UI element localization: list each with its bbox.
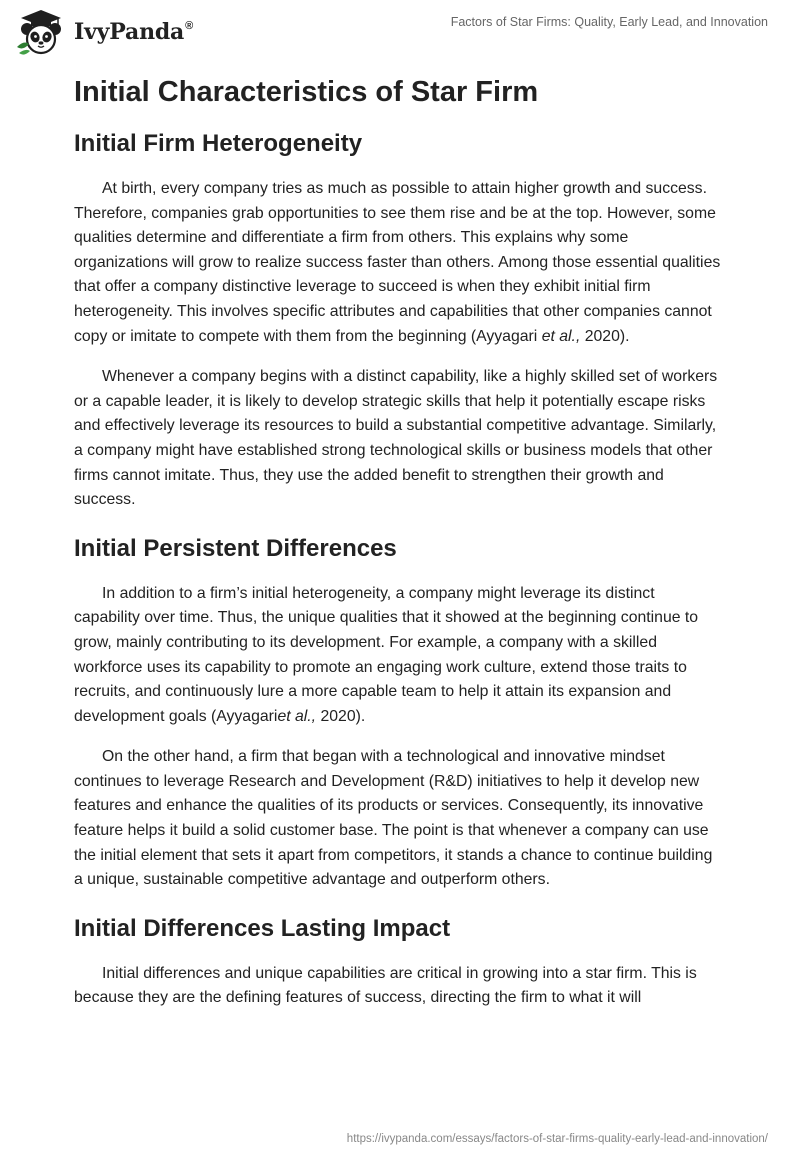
section-heading-lasting-impact: Initial Differences Lasting Impact bbox=[74, 914, 451, 942]
panda-graduate-icon bbox=[14, 8, 70, 56]
ivypanda-logo[interactable] bbox=[14, 8, 193, 56]
logo-wordmark bbox=[74, 19, 193, 45]
citation-emphasis: et al., bbox=[541, 327, 581, 345]
paragraph: Initial differences and unique capabilities are critical in growing into a star firm. This is because they are the defining features of success, directing the firm to what it will bbox=[74, 964, 697, 1007]
source-url-link[interactable]: https://ivypanda.com/essays/factors-of-star-firms-quality-early-lead-and-innovation/ bbox=[346, 1133, 768, 1145]
essay-content bbox=[74, 70, 724, 1011]
paragraph bbox=[74, 177, 724, 349]
paragraph: Whenever a company begins with a distinct capability, like a highly skilled set of workers or a capable leader, it is likely to develop strategic skills that help it potentially escape risks and effectively leverage its resources to build a substantial competitive advantage. Similarly, a company might have established strong technological skills or business models that other firms cannot imitate. Thus, they use the added benefit to strengthen their growth and success. bbox=[74, 368, 718, 509]
logo-text: IvyPanda bbox=[74, 19, 185, 45]
paragraph-text-end: 2020). bbox=[316, 707, 366, 725]
paragraph: On the other hand, a firm that began with a technological and innovative mindset continues to leverage Research and Development (R&D) initiatives to help it develop new features and enhance the qualities of its products or services. Consequently, its innovative feature helps it build a solid customer base. The point is that whenever a company can use the initial element that sets it apart from competitors, it stands a chance to continue building a unique, sustainable competitive advantage and outperform others. bbox=[74, 748, 713, 889]
citation-emphasis: et al., bbox=[277, 707, 317, 725]
registered-mark: ® bbox=[185, 20, 194, 32]
paragraph bbox=[74, 582, 724, 730]
paragraph-text: In addition to a firm’s initial heterogeneity, a company might leverage its distinct capability over time. Thus, the unique qualities that it showed at the beginning continue to grow, mainly contributing to its development. For example, a company with a skilled workforce uses its capability to promote an engaging work culture, extend those traits to recruits, and continuously lure a more capable team to help it attain its expansion and development goals (Ayyagari bbox=[74, 584, 699, 725]
document-title: Factors of Star Firms: Quality, Early Lead, and Innovation bbox=[450, 15, 768, 29]
section-heading-heterogeneity: Initial Firm Heterogeneity bbox=[74, 130, 363, 157]
section-heading-persistent-differences: Initial Persistent Differences bbox=[74, 534, 397, 562]
essay-title: Initial Characteristics of Star Firm bbox=[74, 76, 539, 108]
paragraph-text-end: 2020). bbox=[580, 327, 630, 345]
paragraph-text: At birth, every company tries as much as possible to attain higher growth and success. Therefore, companies grab opportunities to see them rise and be at the top. However, some qualities determine and differentiate a firm from others. This explains why some organizations will grow to realize success faster than others. Among those essential qualities that offer a company distinctive leverage to succeed is when they exhibit initial firm heterogeneity. This involves specific attributes and capabilities that other companies cannot copy or imitate to compete with them from the beginning (Ayyagari bbox=[74, 180, 721, 345]
page-header bbox=[0, 0, 800, 60]
